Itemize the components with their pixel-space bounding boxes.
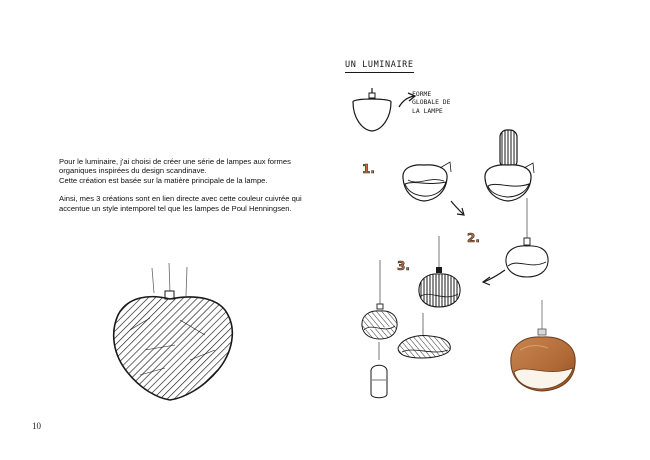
step-number-2: 2. (467, 231, 480, 245)
arrow-icon (483, 270, 505, 285)
step-3-lamp-sketch (419, 236, 460, 307)
sketch-title-text: UN LUMINAIRE (345, 60, 414, 70)
copper-lamp-rendering (511, 300, 575, 391)
global-shape-sketch (353, 88, 415, 131)
large-hatched-lamp-sketch (114, 263, 233, 400)
step-number-1: 1. (362, 162, 375, 176)
step-number-3: 3. (397, 259, 410, 273)
paragraph-1: Pour le luminaire, j'ai choisi de créer une série de lampes aux formes organiques inspirées du design scandinave. (59, 157, 291, 176)
paragraph-1b: Cette création est basée sur la matière principale de la lampe. (59, 175, 268, 185)
paragraph-2: Ainsi, mes 3 créations sont en lien directe avec cette couleur cuivrée qui accentue un style intemporel tel que les lampes de Poul Henningsen. (59, 194, 302, 213)
arrow-icon (451, 201, 464, 215)
annotation-line: LA LAMPE (412, 106, 443, 115)
annotation-line: GLOBALE DE (412, 98, 451, 107)
step-2-lamp-sketch (506, 198, 548, 277)
step-1-lamp-sketches (403, 130, 534, 201)
annotation-line: FORME (412, 90, 432, 98)
page-number: 10 (32, 421, 41, 431)
